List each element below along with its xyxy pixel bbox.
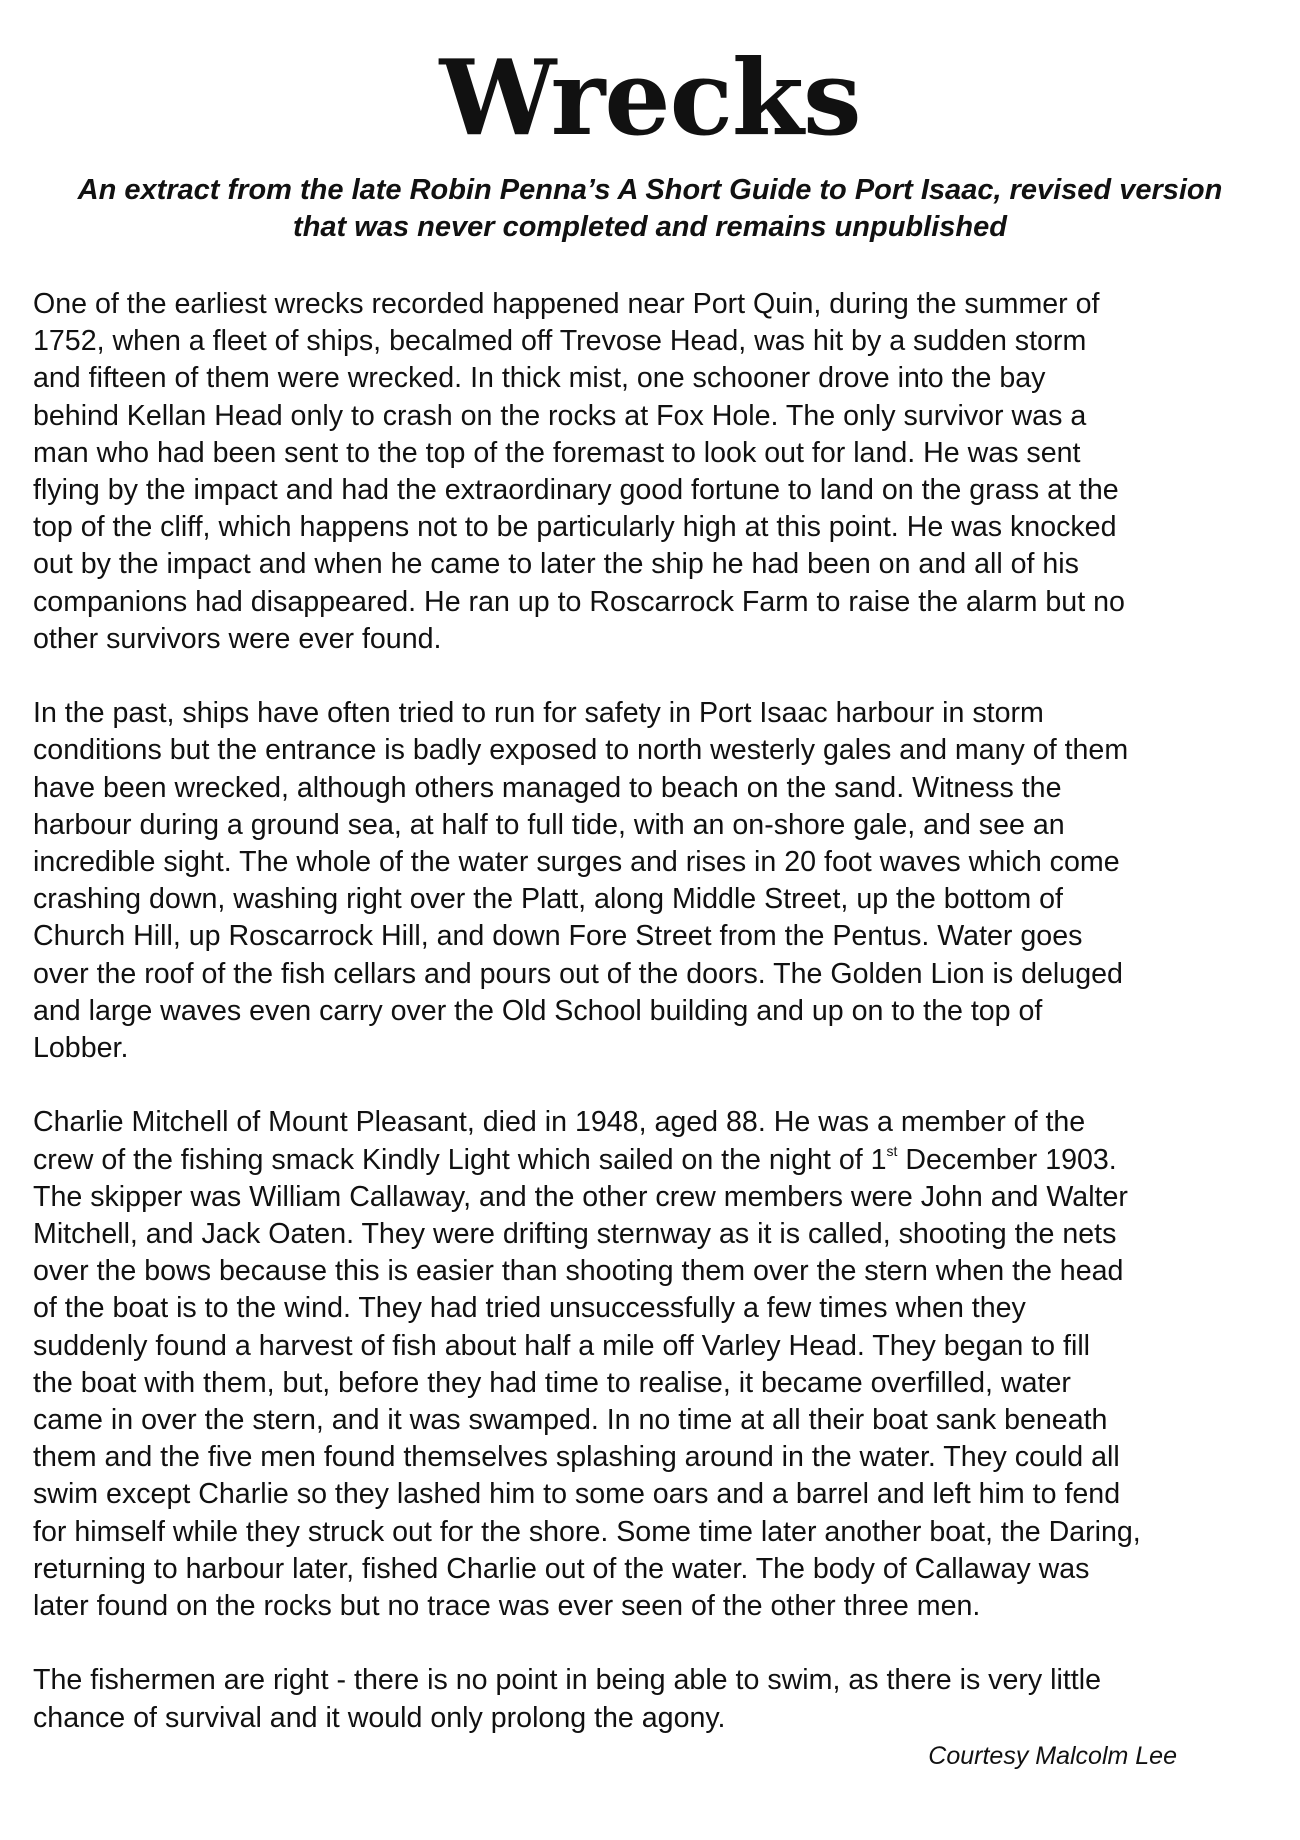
paragraph-kindly-light-part-2: December 1903. The skipper was William Callaway, and the other crew members were John and Walter Mitchell, and Jack Oaten. They were drifting sternway as it is called, shooting the nets over the bows because this is easier than shooting them over the stern when the head of the boat is to the wind. They had tried unsuccessfully a few times when they suddenly found a harvest of fish about half a mile off Varley Head. They began to fill the boat with them, but, before they had time to realise, it became overfilled, water came in over the stern, and it was swamped. In no time at all their boat sank beneath them and the five men found themselves splashing around in the water. They could all swim except Charlie so they lashed him to some oars and a barrel and left him to fend for himself while they struck out for the shore. Some time later another boat, the Daring, returning to harbour later, fished Charlie out of the water. The body of Callaway was later found on the rocks but no trace was ever seen of the other three men. (33, 1143, 1141, 1623)
document-subtitle: An extract from the late Robin Penna’s A Short Guide to Port Isaac, revised version that was never completed and remains unpublished (77, 174, 1223, 243)
ordinal-suffix: st (886, 1142, 898, 1159)
paragraph-fishermen-swim: The fishermen are right - there is no point in being able to swim, as there is very little chance of survival and it would only prolong the agony. (33, 1664, 1101, 1734)
document-body (33, 286, 1278, 1737)
paragraph-kindly-light-part-1: Charlie Mitchell of Mount Pleasant, died in 1948, aged 88. He was a member of the crew of the fishing smack Kindly Light which sailed on the night of 1 (33, 1106, 1086, 1176)
document-title: Wrecks (439, 36, 861, 159)
credit-line: Courtesy Malcolm Lee (928, 1742, 1177, 1770)
paragraph-port-quin-wreck: One of the earliest wrecks recorded happened near Port Quin, during the summer of 1752, when a fleet of ships, becalmed off Trevose Head, was hit by a sudden storm and fifteen of them were wrecked. In thick mist, one schooner drove into the bay behind Kellan Head only to crash on the rocks at Fox Hole. The only survivor was a man who had been sent to the top of the foremast to look out for land. He was sent flying by the impact and had the extraordinary good fortune to land on the grass at the top of the cliff, which happens not to be particularly high at this point. He was knocked out by the impact and when he came to later the ship he had been on and all of his companions had disappeared. He ran up to Roscarrock Farm to raise the alarm but no other survivors were ever found. (33, 288, 1125, 655)
paragraph-harbour-storms: In the past, ships have often tried to run for safety in Port Isaac harbour in storm conditions but the entrance is badly exposed to north westerly gales and many of them have been wrecked, although others managed to beach on the sand. Witness the harbour during a ground sea, at half to full tide, with an on-shore gale, and see an incredible sight. The whole of the water surges and rises in 20 foot waves which come crashing down, washing right over the Platt, along Middle Street, up the bottom of Church Hill, up Roscarrock Hill, and down Fore Street from the Pentus. Water goes over the roof of the fish cellars and pours out of the doors. The Golden Lion is deluged and large waves even carry over the Old School building and up on to the top of Lobber. (33, 697, 1129, 1065)
paragraph-kindly-light (33, 1104, 1278, 1625)
